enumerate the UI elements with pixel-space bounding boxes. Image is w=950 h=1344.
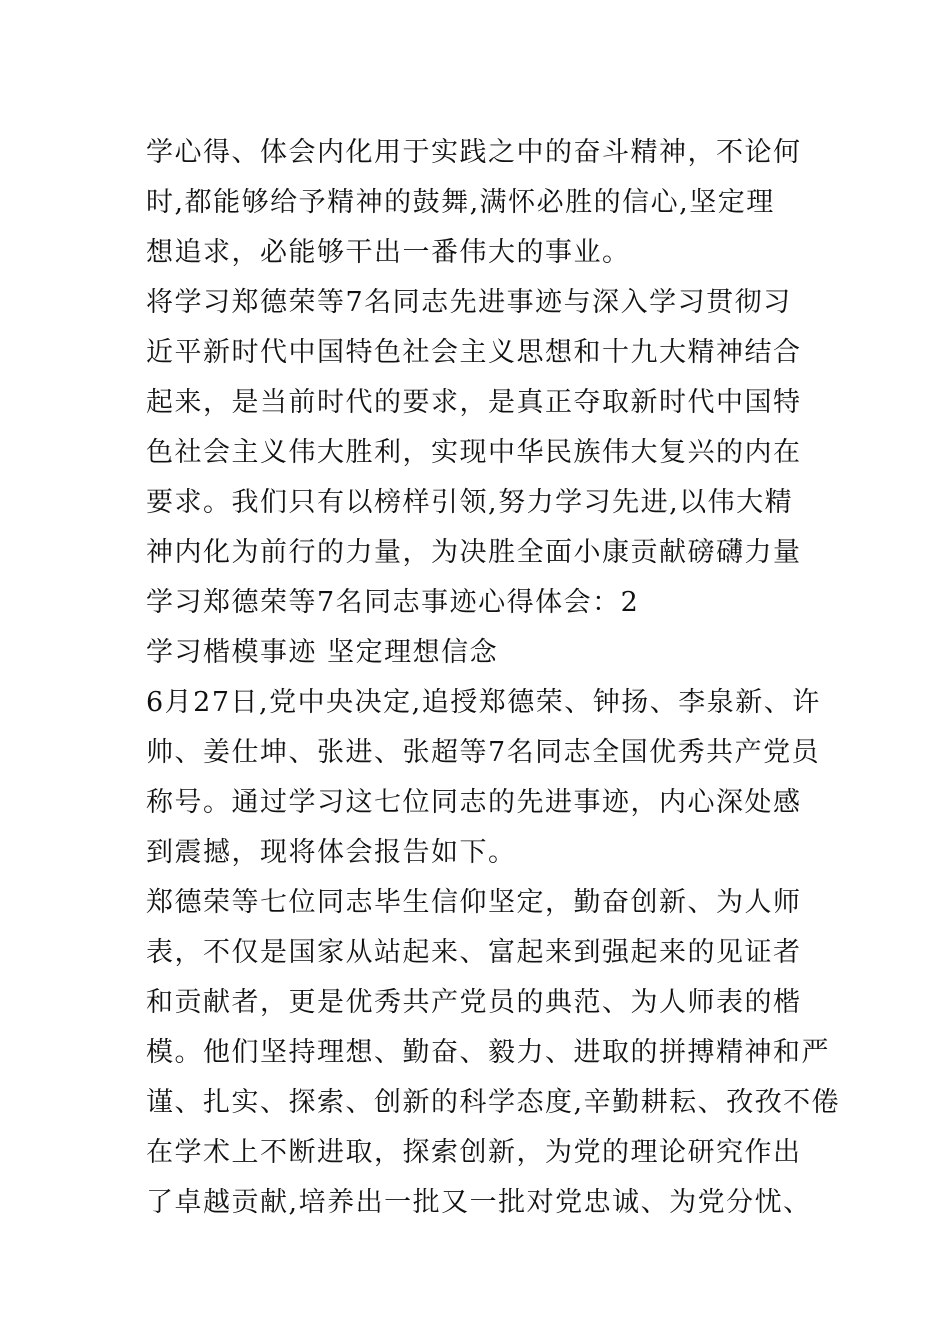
text-line: 郑德荣等七位同志毕生信仰坚定，勤奋创新、为人师 [146,887,802,918]
article-heading: 学习楷模事迹 坚定理想信念 [146,637,499,668]
document-body [146,128,841,1228]
text-line: 将学习郑德荣等7名同志先进事迹与深入学习贯彻习 [146,287,792,318]
text-line: 和贡献者，更是优秀共产党员的典范、为人师表的楷 [146,987,802,1018]
text-line: 想追求，必能够干出一番伟大的事业。 [146,237,631,268]
text-line: 时,都能够给予精神的鼓舞,满怀必胜的信心,坚定理 [146,187,775,218]
text-line: 6月27日,党中央决定,追授郑德荣、钟扬、李泉新、许 [146,687,821,718]
text-line: 起来，是当前时代的要求，是真正夺取新时代中国特 [146,387,802,418]
text-line: 称号。通过学习这七位同志的先进事迹，内心深处感 [146,787,802,818]
text-line: 近平新时代中国特色社会主义思想和十九大精神结合 [146,337,802,368]
section-title: 学习郑德荣等7名同志事迹心得体会：2 [146,587,640,618]
text-line: 表，不仅是国家从站起来、富起来到强起来的见证者 [146,937,802,968]
text-line: 模。他们坚持理想、勤奋、毅力、进取的拼搏精神和严 [146,1037,830,1068]
text-line: 神内化为前行的力量，为决胜全面小康贡献磅礴力量 [146,537,802,568]
text-line: 到震撼，现将体会报告如下。 [146,837,517,868]
text-line: 要求。我们只有以榜样引领,努力学习先进,以伟大精 [146,487,794,518]
text-line: 在学术上不断进取，探索创新，为党的理论研究作出 [146,1137,802,1168]
text-line: 色社会主义伟大胜利，实现中华民族伟大复兴的内在 [146,437,802,468]
text-line: 了卓越贡献,培养出一批又一批对党忠诚、为党分忧、 [146,1187,812,1218]
text-line: 帅、姜仕坤、张进、张超等7名同志全国优秀共产党员 [146,737,821,768]
text-line: 学心得、体会内化用于实践之中的奋斗精神，不论何 [146,137,802,168]
text-line: 谨、扎实、探索、创新的科学态度,辛勤耕耘、孜孜不倦 [146,1087,841,1118]
